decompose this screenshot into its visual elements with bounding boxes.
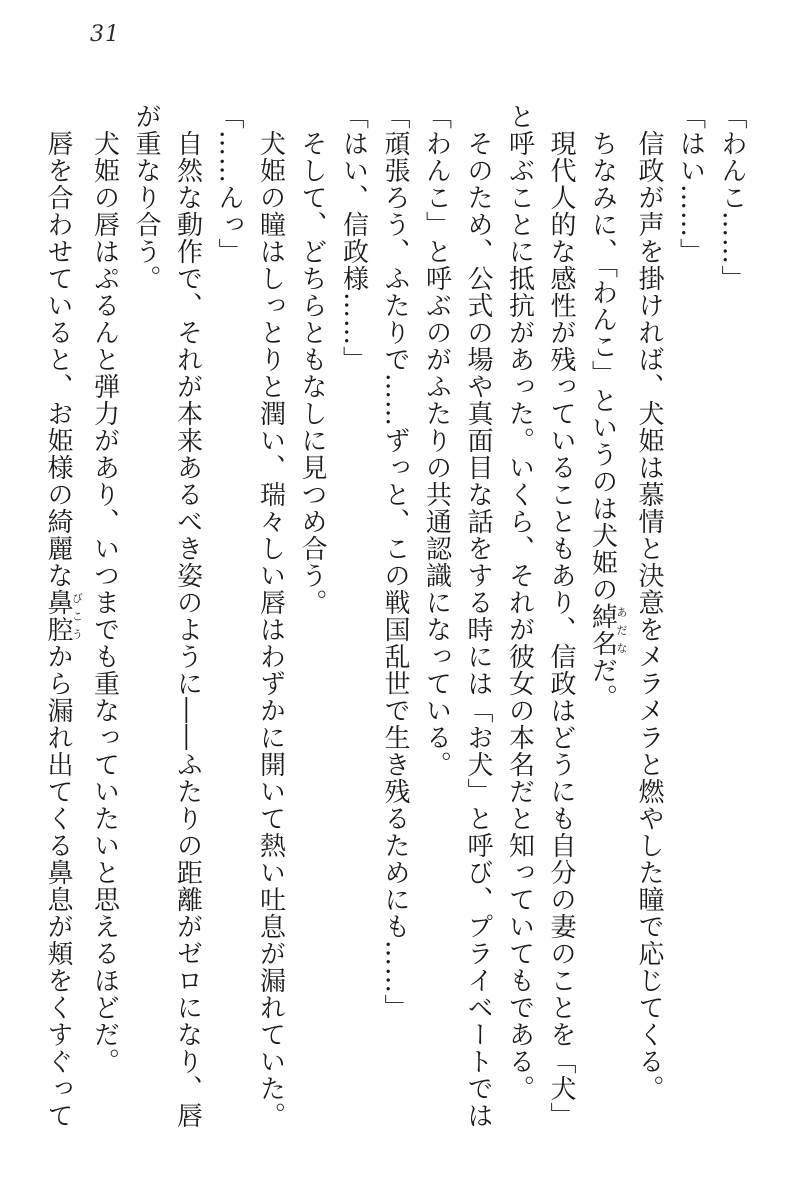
text-line-13: 「……んっ」	[214, 103, 244, 265]
text-line-17: 唇を合わせていると、お姫様の綺麗な鼻腔びこうから漏れ出てくる鼻息が頬をくすぐって	[43, 130, 84, 1129]
text-line-8: 「わんこ」と呼ぶのがふたりの共通認識になっている。	[421, 103, 452, 778]
ruby-text: あだな	[615, 603, 628, 657]
page-number: 31	[90, 22, 120, 47]
ruby-text: びこう	[70, 589, 84, 643]
text-line-11: そして、どちらともなしに見つめ合う。	[297, 130, 327, 616]
text-line-5: 現代人的な感性が残っていることもあり、信政はどうにも自分の妻のことを「犬」	[546, 130, 576, 1129]
text-line-9: 「頑張ろう、ふたりで……ずっと、この戦国乱世で生き残るためにも……」	[380, 103, 410, 1021]
text-line-6: と呼ぶことに抵抗があった。いくら、それが彼女の本名だと知っていてもである。	[504, 103, 535, 1102]
text-line-14: 自然な動作で、それが本来あるべき姿のように――ふたりの距離がゼロになり、唇	[172, 130, 203, 1129]
text-area	[37, 103, 753, 1173]
text-line-2: 「はい……」	[675, 103, 706, 265]
text-line-3: 信政が声を掛ければ、犬姫は慕情と決意をメラメラと燃やした瞳で応じてくる。	[634, 130, 664, 1102]
ruby-base: 鼻腔びこう	[43, 589, 84, 643]
ruby-base: 綽名あだな	[587, 603, 628, 657]
text-line-16: 犬姫の唇はぷるんと弾力があり、いつまでも重なっていたいと思えるほどだ。	[89, 130, 120, 1075]
text-line-1: 「わんこ……」	[717, 103, 747, 292]
text-line-12: 犬姫の瞳はしっとりと潤い、瑞々しい唇はわずかに開いて熱い吐息が漏れていた。	[255, 130, 286, 1129]
text-line-10: 「はい、信政様……」	[338, 103, 369, 373]
text-line-15: が重なり合う。	[131, 103, 161, 292]
text-line-7: そのため、公式の場や真面目な話をする時には「お犬」と呼び、プライベートでは	[463, 130, 493, 1129]
text-line-4: ちなみに、「わんこ」というのは犬姫の綽名あだなだ。	[587, 130, 628, 711]
